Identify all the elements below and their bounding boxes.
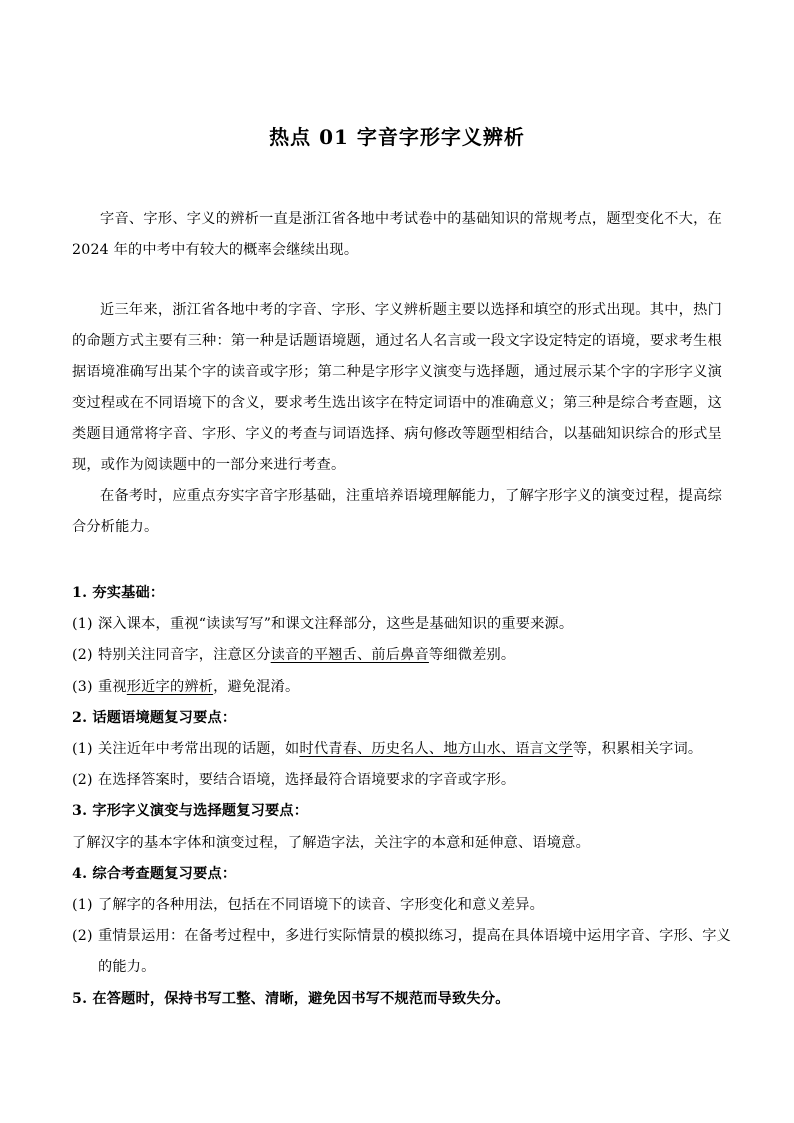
section-1-heading: 1. 夯实基础： bbox=[72, 585, 165, 601]
item-text: 重视 bbox=[98, 679, 127, 695]
section-1-item-2 bbox=[72, 645, 722, 665]
page-title: 热点 01 字音字形字义辨析 bbox=[269, 125, 525, 149]
section-1-item-3 bbox=[72, 677, 722, 697]
intro-paragraph-3: 在备考时，应重点夯实字音字形基础，注重培养语境理解能力，了解字形字义的演变过程，提高综合分析能力。 bbox=[72, 488, 722, 535]
item-text: 重情景运用：在备考过程中，多进行实际情景的模拟练习，提高在具体语境中运用字音、字形、字义 bbox=[98, 928, 732, 944]
item-number: (2) bbox=[72, 772, 93, 788]
section-3-text: 了解汉字的基本字体和演变过程，了解造字法，关注字的本意和延伸意、语境意。 bbox=[72, 835, 590, 851]
section-2-heading: 2. 话题语境题复习要点： bbox=[72, 710, 237, 726]
underlined-text: 时代青春、历史名人、地方山水、语言文学 bbox=[299, 741, 573, 757]
item-number: (1) bbox=[72, 897, 93, 913]
item-text: ，避免混淆。 bbox=[213, 679, 300, 695]
item-text: 特别关注同音字，注意区分 bbox=[98, 647, 271, 663]
item-number: (2) bbox=[72, 647, 93, 663]
section-3-heading: 3. 字形字义演变与选择题复习要点： bbox=[72, 803, 309, 819]
underlined-text: 读音的平翘舌、前后鼻音 bbox=[270, 647, 429, 663]
item-number: (1) bbox=[72, 741, 93, 757]
section-4-item-2 bbox=[72, 926, 732, 946]
section-2-item-1 bbox=[72, 739, 722, 759]
section-5-heading: 5. 在答题时，保持书写工整、清晰，避免因书写不规范而导致失分。 bbox=[72, 991, 510, 1007]
item-text: 在选择答案时，要结合语境，选择最符合语境要求的字音或字形。 bbox=[98, 772, 516, 788]
item-number: (3) bbox=[72, 679, 93, 695]
section-4-heading: 4. 综合考查题复习要点： bbox=[72, 866, 237, 882]
section-2-item-2 bbox=[72, 770, 722, 790]
section-4-item-1 bbox=[72, 895, 722, 915]
section-1-item-1 bbox=[72, 614, 722, 634]
item-text: 了解字的各种用法，包括在不同语境下的读音、字形变化和意义差异。 bbox=[98, 897, 545, 913]
underlined-text: 形近字的辨析 bbox=[126, 679, 214, 695]
item-text: 等细微差别。 bbox=[428, 647, 516, 663]
item-number: (2) bbox=[72, 928, 93, 944]
item-text: 深入课本，重视“读读写写”和课文注释部分，这些是基础知识的重要来源。 bbox=[98, 616, 574, 632]
item-text: 等，积累相关字词。 bbox=[572, 741, 703, 757]
item-number: (1) bbox=[72, 616, 93, 632]
intro-paragraph-2: 近三年来，浙江省各地中考的字音、字形、字义辨析题主要以选择和填空的形式出现。其中，热门的命题方式主要有三种：第一种是话题语境题，通过名人名言或一段文字设定特定的语境，要求考生根据语境准确写出某个字的读音或字形；第二种是字形字义演变与选择题，通过展示某个字的字形字义演变过程或在不同语境下的含义，要求考生选出该字在特定词语中的准确意义；第三种是综合考查题，这类题目通常将字音、字形、字义的考查与词语选择、病句修改等题型相结合，以基础知识综合的形式呈现，或作为阅读题中的一部分来进行考查。 bbox=[72, 302, 722, 473]
item-text: 关注近年中考常出现的话题，如 bbox=[98, 741, 300, 757]
section-4-item-2-continuation: 的能力。 bbox=[98, 959, 156, 975]
intro-paragraph-1: 字音、字形、字义的辨析一直是浙江省各地中考试卷中的基础知识的常规考点，题型变化不大，在 2024 年的中考中有较大的概率会继续出现。 bbox=[72, 211, 722, 258]
